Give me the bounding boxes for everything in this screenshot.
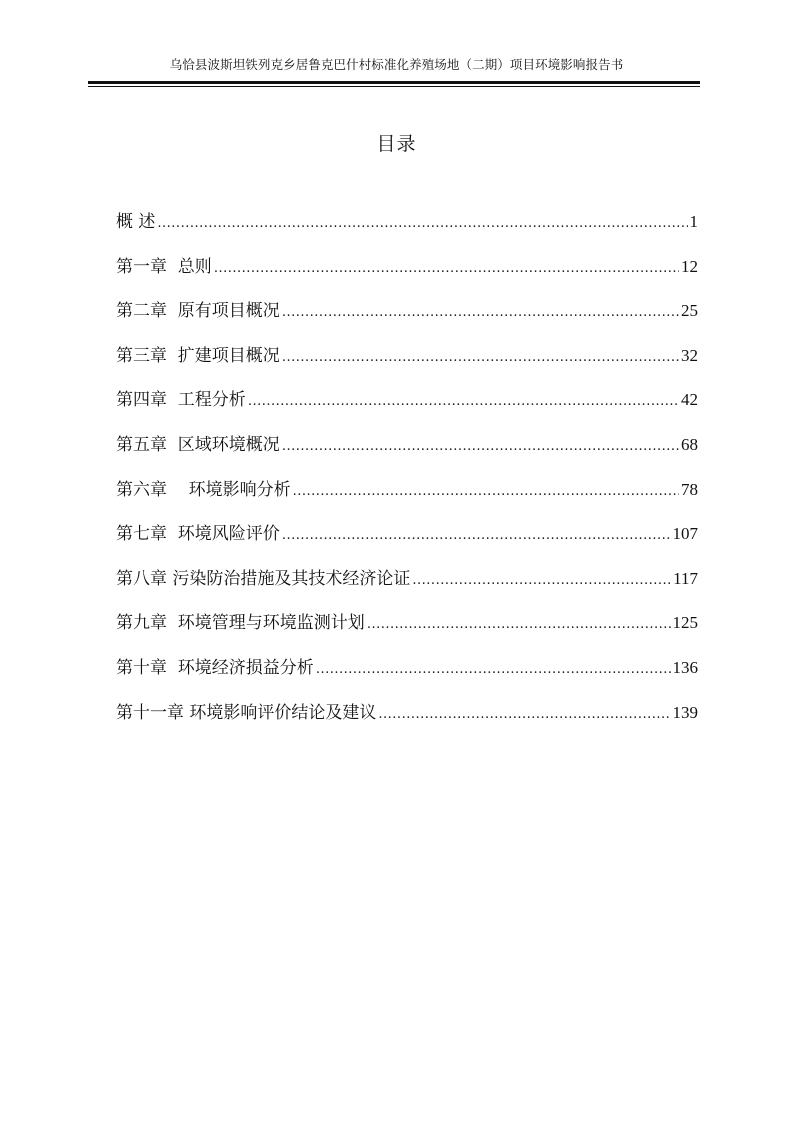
toc-leader-dots xyxy=(293,480,679,504)
header-rule-thick xyxy=(88,81,700,84)
toc-entry-label: 第九章 环境管理与环境监测计划 xyxy=(116,613,365,634)
toc-entry-label: 第七章 环境风险评价 xyxy=(116,524,280,545)
toc-entry-page: 107 xyxy=(672,524,698,544)
toc-leader-dots xyxy=(316,658,671,682)
toc-leader-dots xyxy=(367,613,671,637)
toc-entry[interactable] xyxy=(116,656,698,701)
toc-entry-label: 第一章 总则 xyxy=(116,256,212,277)
toc-entry[interactable] xyxy=(116,299,698,344)
toc-entry[interactable] xyxy=(116,210,698,255)
toc-entry[interactable] xyxy=(116,567,698,612)
toc-entry-label: 第八章 污染防治措施及其技术经济论证 xyxy=(116,568,411,589)
toc-entry[interactable] xyxy=(116,433,698,478)
toc-entry[interactable] xyxy=(116,522,698,567)
toc-entry-label: 第十章 环境经济损益分析 xyxy=(116,657,314,678)
toc-leader-dots xyxy=(214,257,679,281)
toc-entry-label: 第五章 区域环境概况 xyxy=(116,434,280,455)
header-rule-thin xyxy=(88,86,700,87)
toc-entry-label: 第四章 工程分析 xyxy=(116,390,246,411)
toc-entry-page: 32 xyxy=(681,345,698,365)
toc-leader-dots xyxy=(378,703,670,727)
toc-entry[interactable] xyxy=(116,701,698,746)
toc-leader-dots xyxy=(282,524,671,548)
toc-entry-label: 第二章 原有项目概况 xyxy=(116,301,280,322)
toc-entry-page: 42 xyxy=(681,390,698,410)
toc-entry[interactable] xyxy=(116,344,698,389)
toc-entry-label: 第三章 扩建项目概况 xyxy=(116,345,280,366)
toc-entry-page: 12 xyxy=(681,256,698,276)
toc-entry[interactable] xyxy=(116,611,698,656)
toc-entry-page: 125 xyxy=(672,613,698,633)
toc-entry-page: 25 xyxy=(681,301,698,321)
toc-entry-label: 概 述 xyxy=(116,212,156,232)
toc-entry[interactable] xyxy=(116,478,698,523)
header-title: 乌恰县波斯坦铁列克乡居鲁克巴什村标准化养殖场地（二期）项目环境影响报告书 xyxy=(169,57,624,72)
toc-entry-page: 78 xyxy=(681,479,698,499)
toc-leader-dots xyxy=(282,346,679,370)
toc-entry-label: 第十一章 环境影响评价结论及建议 xyxy=(116,702,377,723)
toc-entry-label: 第六章 环境影响分析 xyxy=(116,479,291,500)
toc-leader-dots xyxy=(412,569,671,593)
toc-entry[interactable] xyxy=(116,255,698,300)
toc-title: 目录 xyxy=(376,133,417,155)
toc-list xyxy=(116,210,698,745)
toc-entry-page: 136 xyxy=(672,657,698,677)
toc-entry-page: 139 xyxy=(672,702,698,722)
toc-leader-dots xyxy=(282,435,679,459)
toc-entry[interactable] xyxy=(116,388,698,433)
toc-leader-dots xyxy=(282,301,679,325)
toc-entry-page: 68 xyxy=(681,434,698,454)
toc-entry-page: 1 xyxy=(689,212,698,231)
toc-leader-dots xyxy=(157,212,687,236)
toc-entry-page: 117 xyxy=(673,568,698,588)
toc-leader-dots xyxy=(248,390,679,414)
